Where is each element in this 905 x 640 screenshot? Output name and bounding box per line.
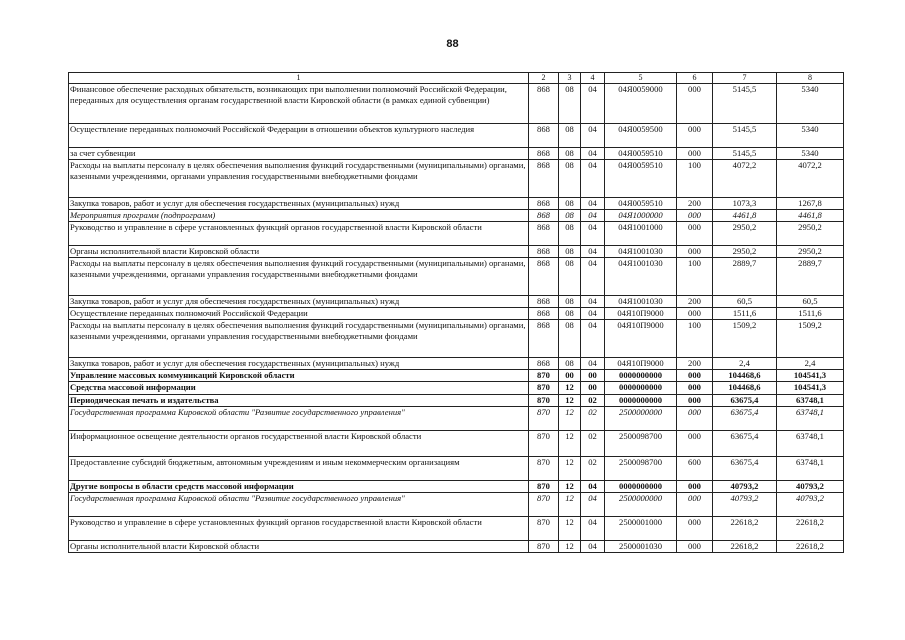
amount-year-1: 60,5 bbox=[713, 296, 777, 308]
amount-year-1: 4461,8 bbox=[713, 210, 777, 222]
column-number: 5 bbox=[605, 73, 677, 84]
column-number: 7 bbox=[713, 73, 777, 84]
expense-type-code: 000 bbox=[677, 222, 713, 246]
subsection-code: 02 bbox=[581, 407, 605, 431]
amount-year-1: 2950,2 bbox=[713, 246, 777, 258]
section-code: 12 bbox=[559, 395, 581, 407]
amount-year-2: 2889,7 bbox=[777, 258, 844, 296]
subsection-code: 04 bbox=[581, 481, 605, 493]
ministry-code: 870 bbox=[529, 493, 559, 517]
table-row bbox=[69, 198, 844, 210]
column-number: 4 bbox=[581, 73, 605, 84]
expense-name: Средства массовой информации bbox=[69, 382, 529, 395]
section-code: 12 bbox=[559, 457, 581, 481]
column-number: 2 bbox=[529, 73, 559, 84]
table-row bbox=[69, 382, 844, 395]
expense-type-code: 100 bbox=[677, 258, 713, 296]
target-article-code: 2500098700 bbox=[605, 457, 677, 481]
target-article-code: 2500000000 bbox=[605, 493, 677, 517]
subsection-code: 04 bbox=[581, 246, 605, 258]
ministry-code: 870 bbox=[529, 395, 559, 407]
expense-type-code: 200 bbox=[677, 358, 713, 370]
expense-name: Государственная программа Кировской области "Развитие государственного управления" bbox=[69, 407, 529, 431]
table-row bbox=[69, 84, 844, 124]
ministry-code: 868 bbox=[529, 246, 559, 258]
subsection-code: 00 bbox=[581, 370, 605, 382]
subsection-code: 02 bbox=[581, 457, 605, 481]
amount-year-1: 40793,2 bbox=[713, 493, 777, 517]
subsection-code: 04 bbox=[581, 124, 605, 148]
section-code: 12 bbox=[559, 382, 581, 395]
ministry-code: 868 bbox=[529, 124, 559, 148]
target-article-code: 04Я0059510 bbox=[605, 148, 677, 160]
section-code: 08 bbox=[559, 210, 581, 222]
target-article-code: 04Я0059510 bbox=[605, 160, 677, 198]
amount-year-2: 1509,2 bbox=[777, 320, 844, 358]
ministry-code: 870 bbox=[529, 517, 559, 541]
expense-type-code: 000 bbox=[677, 517, 713, 541]
expense-name: Управление массовых коммуникаций Кировской области bbox=[69, 370, 529, 382]
expense-name: Мероприятия программ (подпрограмм) bbox=[69, 210, 529, 222]
subsection-code: 00 bbox=[581, 382, 605, 395]
expense-name: Предоставление субсидий бюджетным, автономным учреждениям и иным некоммерческим организациям bbox=[69, 457, 529, 481]
expense-name: Осуществление переданных полномочий Российской Федерации в отношении объектов культурного наследия bbox=[69, 124, 529, 148]
subsection-code: 04 bbox=[581, 517, 605, 541]
expense-name: Закупка товаров, работ и услуг для обеспечения государственных (муниципальных) нужд bbox=[69, 198, 529, 210]
section-code: 08 bbox=[559, 308, 581, 320]
section-code: 12 bbox=[559, 493, 581, 517]
section-code: 08 bbox=[559, 198, 581, 210]
amount-year-1: 63675,4 bbox=[713, 395, 777, 407]
expense-type-code: 100 bbox=[677, 160, 713, 198]
ministry-code: 868 bbox=[529, 148, 559, 160]
section-code: 08 bbox=[559, 358, 581, 370]
amount-year-1: 5145,5 bbox=[713, 148, 777, 160]
amount-year-2: 5340 bbox=[777, 124, 844, 148]
subsection-code: 04 bbox=[581, 148, 605, 160]
amount-year-2: 60,5 bbox=[777, 296, 844, 308]
table-row bbox=[69, 481, 844, 493]
amount-year-2: 5340 bbox=[777, 148, 844, 160]
subsection-code: 04 bbox=[581, 541, 605, 553]
table-row bbox=[69, 160, 844, 198]
expense-name: Периодическая печать и издательства bbox=[69, 395, 529, 407]
target-article-code: 04Я1001030 bbox=[605, 258, 677, 296]
ministry-code: 868 bbox=[529, 296, 559, 308]
column-number-row bbox=[69, 73, 844, 84]
subsection-code: 04 bbox=[581, 160, 605, 198]
section-code: 08 bbox=[559, 148, 581, 160]
table-row bbox=[69, 210, 844, 222]
table-row bbox=[69, 320, 844, 358]
subsection-code: 04 bbox=[581, 296, 605, 308]
section-code: 12 bbox=[559, 431, 581, 457]
expense-name: Государственная программа Кировской области "Развитие государственного управления" bbox=[69, 493, 529, 517]
amount-year-1: 5145,5 bbox=[713, 124, 777, 148]
subsection-code: 02 bbox=[581, 431, 605, 457]
table-row bbox=[69, 395, 844, 407]
budget-table bbox=[68, 72, 844, 553]
ministry-code: 868 bbox=[529, 84, 559, 124]
amount-year-1: 22618,2 bbox=[713, 517, 777, 541]
target-article-code: 0000000000 bbox=[605, 395, 677, 407]
table-row bbox=[69, 296, 844, 308]
amount-year-2: 63748,1 bbox=[777, 395, 844, 407]
expense-type-code: 000 bbox=[677, 407, 713, 431]
section-code: 12 bbox=[559, 517, 581, 541]
ministry-code: 868 bbox=[529, 198, 559, 210]
ministry-code: 870 bbox=[529, 481, 559, 493]
amount-year-2: 63748,1 bbox=[777, 407, 844, 431]
amount-year-1: 5145,5 bbox=[713, 84, 777, 124]
table-row bbox=[69, 457, 844, 481]
ministry-code: 868 bbox=[529, 160, 559, 198]
expense-type-code: 200 bbox=[677, 198, 713, 210]
amount-year-2: 22618,2 bbox=[777, 517, 844, 541]
section-code: 08 bbox=[559, 160, 581, 198]
target-article-code: 04Я0059500 bbox=[605, 124, 677, 148]
ministry-code: 870 bbox=[529, 370, 559, 382]
expense-name: за счет субвенции bbox=[69, 148, 529, 160]
expense-name: Руководство и управление в сфере установленных функций органов государственной власти Кировской области bbox=[69, 222, 529, 246]
ministry-code: 868 bbox=[529, 222, 559, 246]
expense-name: Органы исполнительной власти Кировской области bbox=[69, 246, 529, 258]
amount-year-2: 104541,3 bbox=[777, 382, 844, 395]
column-number: 3 bbox=[559, 73, 581, 84]
amount-year-1: 22618,2 bbox=[713, 541, 777, 553]
section-code: 08 bbox=[559, 296, 581, 308]
amount-year-2: 22618,2 bbox=[777, 541, 844, 553]
column-number: 8 bbox=[777, 73, 844, 84]
table-row bbox=[69, 222, 844, 246]
expense-name: Расходы на выплаты персоналу в целях обеспечения выполнения функций государственными (муниципальными) органами, казенными учреждениями, органами управления государственными внебюджетными фондами bbox=[69, 160, 529, 198]
amount-year-2: 40793,2 bbox=[777, 493, 844, 517]
ministry-code: 868 bbox=[529, 258, 559, 296]
amount-year-2: 2950,2 bbox=[777, 246, 844, 258]
expense-name: Другие вопросы в области средств массовой информации bbox=[69, 481, 529, 493]
table-row bbox=[69, 431, 844, 457]
amount-year-1: 2950,2 bbox=[713, 222, 777, 246]
target-article-code: 04Я1001000 bbox=[605, 222, 677, 246]
expense-name: Расходы на выплаты персоналу в целях обеспечения выполнения функций государственными (муниципальными) органами, казенными учреждениями, органами управления государственными внебюджетными фондами bbox=[69, 320, 529, 358]
section-code: 12 bbox=[559, 481, 581, 493]
amount-year-2: 4461,8 bbox=[777, 210, 844, 222]
expense-name: Расходы на выплаты персоналу в целях обеспечения выполнения функций государственными (муниципальными) органами, казенными учреждениями, органами управления государственными внебюджетными фондами bbox=[69, 258, 529, 296]
subsection-code: 04 bbox=[581, 222, 605, 246]
expense-type-code: 100 bbox=[677, 320, 713, 358]
amount-year-1: 63675,4 bbox=[713, 457, 777, 481]
target-article-code: 0000000000 bbox=[605, 370, 677, 382]
amount-year-1: 2,4 bbox=[713, 358, 777, 370]
table-row bbox=[69, 541, 844, 553]
ministry-code: 870 bbox=[529, 407, 559, 431]
subsection-code: 04 bbox=[581, 210, 605, 222]
expense-type-code: 000 bbox=[677, 370, 713, 382]
expense-name: Закупка товаров, работ и услуг для обеспечения государственных (муниципальных) нужд bbox=[69, 296, 529, 308]
expense-name: Информационное освещение деятельности органов государственной власти Кировской области bbox=[69, 431, 529, 457]
amount-year-1: 1073,3 bbox=[713, 198, 777, 210]
amount-year-1: 4072,2 bbox=[713, 160, 777, 198]
target-article-code: 04Я10П9000 bbox=[605, 320, 677, 358]
expense-type-code: 000 bbox=[677, 124, 713, 148]
subsection-code: 04 bbox=[581, 308, 605, 320]
ministry-code: 870 bbox=[529, 457, 559, 481]
section-code: 08 bbox=[559, 84, 581, 124]
target-article-code: 04Я10П9000 bbox=[605, 308, 677, 320]
section-code: 12 bbox=[559, 541, 581, 553]
expense-type-code: 000 bbox=[677, 395, 713, 407]
expense-name: Руководство и управление в сфере установленных функций органов государственной власти Кировской области bbox=[69, 517, 529, 541]
expense-name: Органы исполнительной власти Кировской области bbox=[69, 541, 529, 553]
table-row bbox=[69, 258, 844, 296]
amount-year-2: 40793,2 bbox=[777, 481, 844, 493]
target-article-code: 04Я1001030 bbox=[605, 296, 677, 308]
table-row bbox=[69, 308, 844, 320]
target-article-code: 2500000000 bbox=[605, 407, 677, 431]
expense-type-code: 000 bbox=[677, 84, 713, 124]
target-article-code: 04Я10П9000 bbox=[605, 358, 677, 370]
expense-type-code: 000 bbox=[677, 148, 713, 160]
table-row bbox=[69, 246, 844, 258]
amount-year-1: 1509,2 bbox=[713, 320, 777, 358]
section-code: 08 bbox=[559, 124, 581, 148]
amount-year-2: 2950,2 bbox=[777, 222, 844, 246]
table-body bbox=[69, 73, 844, 553]
expense-name: Осуществление переданных полномочий Российской Федерации bbox=[69, 308, 529, 320]
table-row bbox=[69, 517, 844, 541]
section-code: 08 bbox=[559, 246, 581, 258]
amount-year-2: 63748,1 bbox=[777, 457, 844, 481]
expense-type-code: 000 bbox=[677, 382, 713, 395]
expense-type-code: 000 bbox=[677, 541, 713, 553]
subsection-code: 02 bbox=[581, 395, 605, 407]
subsection-code: 04 bbox=[581, 84, 605, 124]
table-row bbox=[69, 370, 844, 382]
amount-year-1: 63675,4 bbox=[713, 431, 777, 457]
target-article-code: 0000000000 bbox=[605, 382, 677, 395]
amount-year-1: 104468,6 bbox=[713, 382, 777, 395]
ministry-code: 868 bbox=[529, 210, 559, 222]
ministry-code: 868 bbox=[529, 308, 559, 320]
amount-year-1: 63675,4 bbox=[713, 407, 777, 431]
expense-type-code: 000 bbox=[677, 210, 713, 222]
amount-year-1: 40793,2 bbox=[713, 481, 777, 493]
amount-year-1: 2889,7 bbox=[713, 258, 777, 296]
expense-type-code: 000 bbox=[677, 493, 713, 517]
expense-name: Закупка товаров, работ и услуг для обеспечения государственных (муниципальных) нужд bbox=[69, 358, 529, 370]
subsection-code: 04 bbox=[581, 320, 605, 358]
amount-year-2: 2,4 bbox=[777, 358, 844, 370]
amount-year-2: 63748,1 bbox=[777, 431, 844, 457]
table-row bbox=[69, 358, 844, 370]
table-row bbox=[69, 124, 844, 148]
column-number: 1 bbox=[69, 73, 529, 84]
table-row bbox=[69, 148, 844, 160]
target-article-code: 0000000000 bbox=[605, 481, 677, 493]
target-article-code: 2500001030 bbox=[605, 541, 677, 553]
expense-type-code: 600 bbox=[677, 457, 713, 481]
expense-type-code: 200 bbox=[677, 296, 713, 308]
column-number: 6 bbox=[677, 73, 713, 84]
ministry-code: 870 bbox=[529, 541, 559, 553]
target-article-code: 2500098700 bbox=[605, 431, 677, 457]
ministry-code: 870 bbox=[529, 431, 559, 457]
section-code: 08 bbox=[559, 258, 581, 296]
expense-type-code: 000 bbox=[677, 481, 713, 493]
target-article-code: 04Я0059000 bbox=[605, 84, 677, 124]
table-row bbox=[69, 493, 844, 517]
amount-year-2: 104541,3 bbox=[777, 370, 844, 382]
amount-year-2: 5340 bbox=[777, 84, 844, 124]
section-code: 08 bbox=[559, 320, 581, 358]
expense-type-code: 000 bbox=[677, 308, 713, 320]
subsection-code: 04 bbox=[581, 198, 605, 210]
table-row bbox=[69, 407, 844, 431]
section-code: 08 bbox=[559, 222, 581, 246]
target-article-code: 04Я1000000 bbox=[605, 210, 677, 222]
amount-year-2: 4072,2 bbox=[777, 160, 844, 198]
amount-year-1: 104468,6 bbox=[713, 370, 777, 382]
subsection-code: 04 bbox=[581, 258, 605, 296]
target-article-code: 04Я0059510 bbox=[605, 198, 677, 210]
expense-name: Финансовое обеспечение расходных обязательств, возникающих при выполнении полномочий Российской Федерации, переданных для осуществления органам государственной власти Кировской области (в рамках единой субвенции) bbox=[69, 84, 529, 124]
page-number: 88 bbox=[446, 38, 459, 50]
target-article-code: 04Я1001030 bbox=[605, 246, 677, 258]
section-code: 12 bbox=[559, 407, 581, 431]
subsection-code: 04 bbox=[581, 358, 605, 370]
expense-type-code: 000 bbox=[677, 246, 713, 258]
ministry-code: 870 bbox=[529, 382, 559, 395]
amount-year-2: 1511,6 bbox=[777, 308, 844, 320]
ministry-code: 868 bbox=[529, 358, 559, 370]
subsection-code: 04 bbox=[581, 493, 605, 517]
expense-type-code: 000 bbox=[677, 431, 713, 457]
amount-year-2: 1267,8 bbox=[777, 198, 844, 210]
amount-year-1: 1511,6 bbox=[713, 308, 777, 320]
ministry-code: 868 bbox=[529, 320, 559, 358]
section-code: 00 bbox=[559, 370, 581, 382]
target-article-code: 2500001000 bbox=[605, 517, 677, 541]
